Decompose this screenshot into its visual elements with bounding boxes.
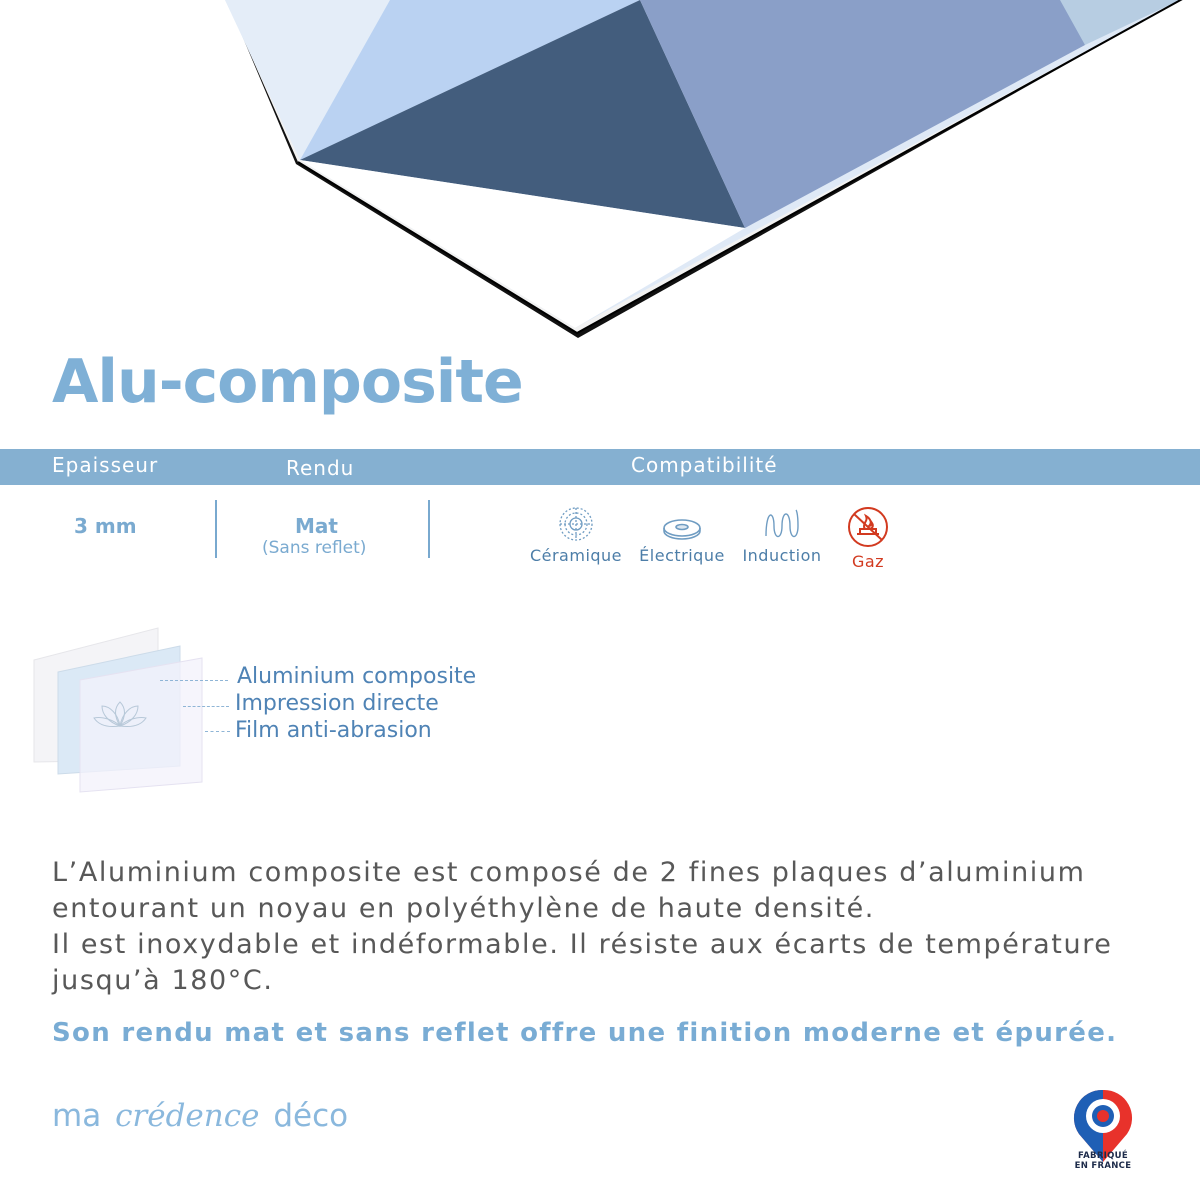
- compatibility-header: Compatibilité: [631, 453, 778, 477]
- layer-label-impression: Impression directe: [235, 691, 439, 716]
- badge-line: EN FRANCE: [1074, 1161, 1132, 1171]
- compat-ceramique: [526, 506, 626, 565]
- made-in-france-label: [1062, 1151, 1144, 1171]
- finish-note: (Sans reflet): [262, 538, 367, 558]
- layer-label-aluminium: Aluminium composite: [237, 664, 477, 689]
- spec-divider: [215, 500, 217, 558]
- product-description: [52, 855, 1172, 999]
- specs-header-band: [0, 449, 1200, 485]
- layer-leader-line: [183, 706, 229, 707]
- layers-diagram: [30, 620, 230, 800]
- compat-label: Électrique: [639, 546, 725, 565]
- thickness-value: 3 mm: [74, 514, 137, 538]
- induction-coil-icon: [762, 506, 802, 542]
- thickness-header: Epaisseur: [52, 453, 159, 477]
- spec-divider: [428, 500, 430, 558]
- compat-electrique: [636, 506, 728, 565]
- ceramic-hob-icon: [558, 506, 594, 542]
- finish-value: Mat: [295, 514, 338, 538]
- brand-word-script: crédence: [115, 1098, 260, 1134]
- layer-label-film: Film anti-abrasion: [235, 718, 432, 743]
- badge-line: FABRIQUÉ: [1078, 1151, 1128, 1161]
- compat-label: Céramique: [529, 546, 623, 565]
- brand-word: déco: [273, 1098, 349, 1134]
- alu-composite-panel-image: [0, 0, 1200, 345]
- product-title: Alu-composite: [52, 347, 523, 417]
- description-paragraph: Il est inoxydable et indéformable. Il résiste aux écarts de température jusqu’à 180°C.: [52, 929, 1113, 996]
- compat-label: Induction: [742, 546, 822, 565]
- compat-label: Gaz: [851, 552, 885, 571]
- layer-leader-line: [205, 731, 230, 732]
- description-paragraph: L’Aluminium composite est composé de 2 fines plaques d’aluminium entourant un noyau en polyéthylène de haute densité.: [52, 857, 1086, 924]
- electric-hob-icon: [662, 506, 702, 542]
- compat-induction: [740, 506, 824, 565]
- gas-burner-crossed-icon: [847, 506, 889, 548]
- product-tagline: Son rendu mat et sans reflet offre une finition moderne et épurée.: [52, 1018, 1118, 1048]
- layer-leader-line: [160, 680, 228, 681]
- brand-word: ma: [52, 1098, 102, 1134]
- brand-logo: [52, 1098, 348, 1134]
- finish-header: Rendu: [286, 456, 355, 480]
- compat-gaz: [840, 506, 896, 571]
